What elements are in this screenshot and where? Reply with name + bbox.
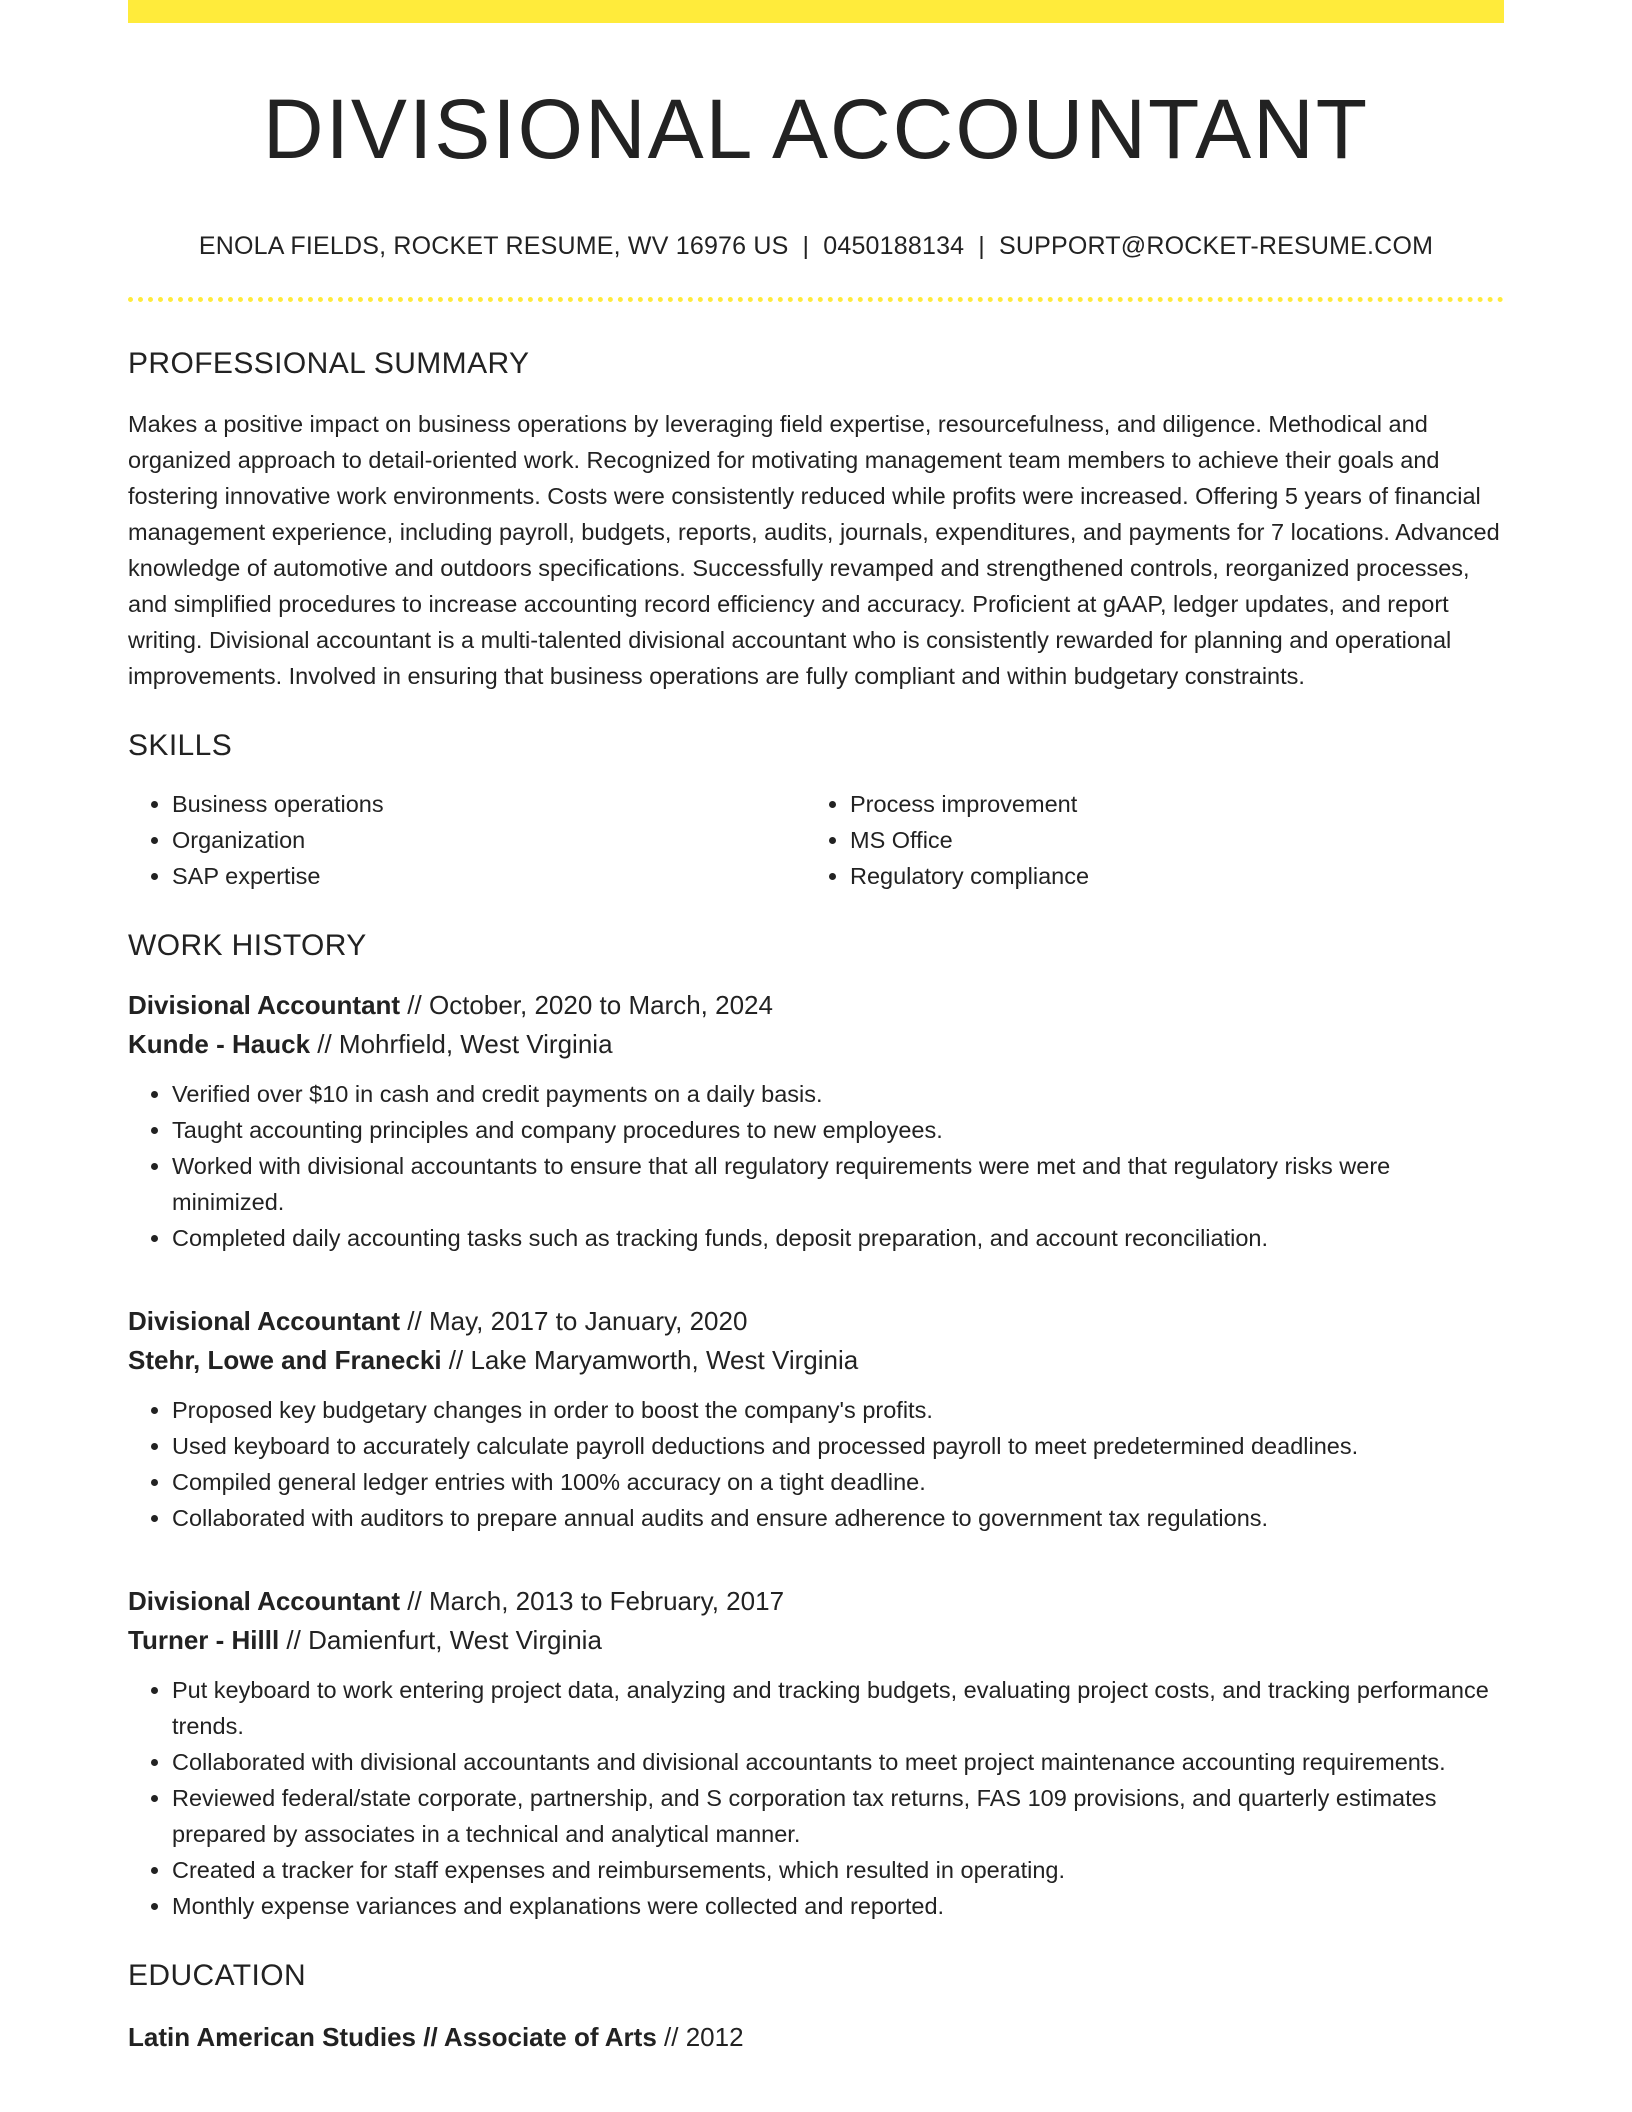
skill-item: • Business operations [172, 786, 806, 822]
job-company: Turner - Hilll [128, 1625, 280, 1656]
job-bullet: • Put keyboard to work entering project data, analyzing and tracking budgets, evaluating project costs, and tracking performance trends. [172, 1672, 1504, 1744]
job-role: Divisional Accountant [128, 1306, 401, 1337]
job-dates: // October, 2020 to March, 2024 [400, 990, 773, 1021]
job-bullets [128, 1076, 1504, 1256]
education-entry [128, 2018, 1504, 2057]
job-bullet: • Verified over $10 in cash and credit payments on a daily basis. [172, 1076, 1504, 1112]
job-dates: // May, 2017 to January, 2020 [400, 1306, 748, 1337]
job-bullet: • Worked with divisional accountants to ensure that all regulatory requirements were met and that regulatory risks were minimized. [172, 1148, 1504, 1220]
job-title-line [128, 1582, 1504, 1621]
job-bullet: • Completed daily accounting tasks such as tracking funds, deposit preparation, and account reconciliation. [172, 1220, 1504, 1256]
contact-separator: | [802, 232, 810, 261]
contact-separator: | [978, 232, 985, 261]
top-accent-bar [128, 0, 1504, 23]
resume-page [128, 0, 1504, 2057]
dotted-divider [128, 297, 1504, 302]
job-title-line [128, 986, 1504, 1025]
skills-heading: SKILLS [128, 729, 233, 763]
education-year: // 2012 [656, 2022, 744, 2053]
job-bullet: • Taught accounting principles and company procedures to new employees. [172, 1112, 1504, 1148]
contact-line [128, 231, 1504, 261]
job-bullets [128, 1392, 1504, 1536]
job-entry [128, 986, 1504, 1256]
skill-item: • Organization [172, 822, 806, 858]
job-location: // Lake Maryamworth, West Virginia [441, 1345, 859, 1376]
skill-item: • Process improvement [850, 786, 1504, 822]
job-company-line [128, 1025, 1504, 1064]
job-bullets [128, 1672, 1504, 1924]
job-location: // Mohrfield, West Virginia [310, 1029, 613, 1060]
skills-grid [128, 786, 1504, 894]
job-title-line [128, 1302, 1504, 1341]
job-bullet: • Proposed key budgetary changes in order to boost the company's profits. [172, 1392, 1504, 1428]
skill-item: • MS Office [850, 822, 1504, 858]
job-bullet: • Monthly expense variances and explanations were collected and reported. [172, 1888, 1504, 1924]
education-heading: EDUCATION [128, 1959, 307, 1993]
resume-title: DIVISIONAL ACCOUNTANT [262, 82, 1370, 176]
summary-text: Makes a positive impact on business operations by leveraging field expertise, resourcefulness, and diligence. Methodical and organized approach to detail-oriented work. Recognized for motivating management team members to achieve their goals and fostering innovative work environments. Costs were consistently reduced while profits were increased. Offering 5 years of financial management experience, including payroll, budgets, reports, audits, journals, expenditures, and payments for 7 locations. Advanced knowledge of automotive and outdoors specifications. Successfully revamped and strengthened controls, reorganized processes, and simplified procedures to increase accounting record efficiency and accuracy. Proficient at gAAP, ledger updates, and report writing. Divisional accountant is a multi-talented divisional accountant who is consistently rewarded for planning and operational improvements. Involved in ensuring that business operations are fully compliant and within budgetary constraints. [128, 411, 1500, 690]
skill-item: • SAP expertise [172, 858, 806, 894]
summary-heading: PROFESSIONAL SUMMARY [128, 347, 530, 381]
education-degree: Latin American Studies // Associate of Arts [128, 2022, 657, 2053]
job-role: Divisional Accountant [128, 990, 401, 1021]
job-bullet: • Reviewed federal/state corporate, partnership, and S corporation tax returns, FAS 109 provisions, and quarterly estimates prepared by associates in a technical and analytical manner. [172, 1780, 1504, 1852]
job-role: Divisional Accountant [128, 1586, 401, 1617]
job-bullet: • Used keyboard to accurately calculate payroll deductions and processed payroll to meet predetermined deadlines. [172, 1428, 1504, 1464]
job-company: Kunde - Hauck [128, 1029, 311, 1060]
work-history-heading: WORK HISTORY [128, 929, 367, 963]
job-bullet: • Collaborated with auditors to prepare annual audits and ensure adherence to government tax regulations. [172, 1500, 1504, 1536]
skill-item: • Regulatory compliance [850, 858, 1504, 894]
job-company: Stehr, Lowe and Franecki [128, 1345, 442, 1376]
skills-column-left [128, 786, 806, 894]
job-company-line [128, 1621, 1504, 1660]
contact-address: ENOLA FIELDS, ROCKET RESUME, WV 16976 US [198, 232, 789, 261]
job-entry [128, 1302, 1504, 1536]
contact-phone: 0450188134 [823, 232, 965, 261]
job-bullet: • Compiled general ledger entries with 100% accuracy on a tight deadline. [172, 1464, 1504, 1500]
job-dates: // March, 2013 to February, 2017 [400, 1586, 785, 1617]
job-entry [128, 1582, 1504, 1924]
job-company-line [128, 1341, 1504, 1380]
job-location: // Damienfurt, West Virginia [279, 1625, 602, 1656]
skills-column-right [806, 786, 1504, 894]
job-bullet: • Created a tracker for staff expenses and reimbursements, which resulted in operating. [172, 1852, 1504, 1888]
job-bullet: • Collaborated with divisional accountants and divisional accountants to meet project maintenance accounting requirements. [172, 1744, 1504, 1780]
contact-email: SUPPORT@ROCKET-RESUME.COM [998, 232, 1434, 261]
